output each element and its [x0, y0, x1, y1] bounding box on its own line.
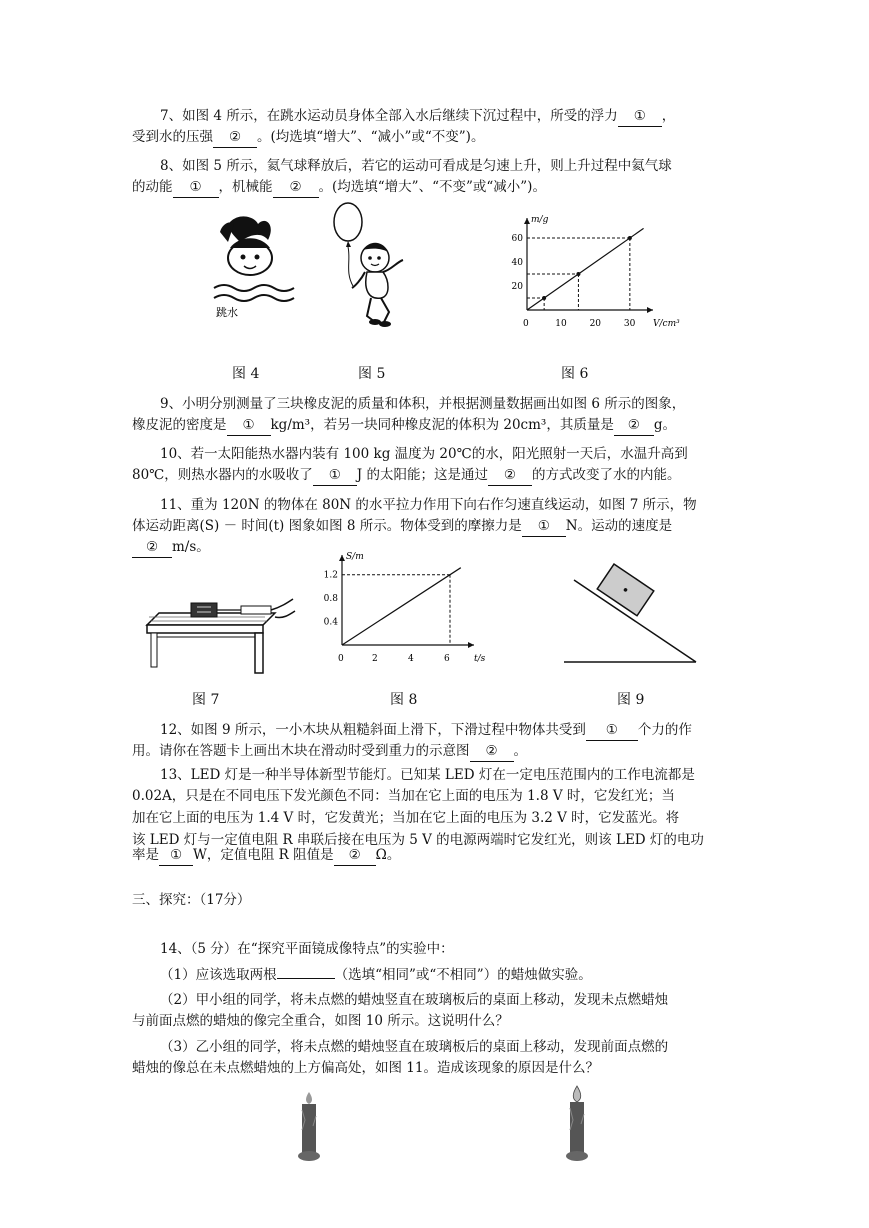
fig9-incline-image [560, 572, 702, 667]
candle-image-left [294, 1090, 324, 1166]
q8-text-c: 。(均选填“增大”、“不变”或“减小”)。 [318, 179, 546, 195]
x-axis-label: V/cm³ [653, 319, 680, 329]
data-point [576, 272, 580, 276]
q9-blank-2[interactable]: ② [614, 415, 654, 436]
q12-text-c: 用。请你在答题卡上画出木块在滑动时受到重力的示意图 [132, 743, 470, 759]
q13-text-b: W，定值电阻 R 阻值是 [193, 847, 334, 863]
section3-heading: 三、探究：（17分） [132, 892, 251, 908]
q11-line3 [132, 537, 210, 558]
q8-line2 [132, 177, 546, 198]
q14-part1 [160, 965, 592, 985]
x-tick-label: 20 [589, 319, 602, 329]
y-axis-label: m/g [531, 215, 549, 225]
q11-line1: 11、重为 120N 的物体在 80N 的水平拉力作用下向右作匀速直线运动，如图 7 所示，物 [160, 497, 697, 513]
q11-text-c: m/s。 [172, 539, 210, 555]
q9-line1: 9、小明分别测量了三块橡皮泥的质量和体积，并根据测量数据画出如图 6 所示的图象， [160, 396, 686, 412]
q12-text-d: 。 [513, 743, 527, 759]
q10-text-b: J 的太阳能；这是通过 [356, 467, 488, 483]
fig5-balloon-image [325, 200, 410, 330]
q14-text-b: （选填“相同”或“不相同”）的蜡烛做实验。 [334, 967, 592, 983]
q13-line5 [132, 845, 400, 866]
y-tick-label: 0.4 [323, 617, 338, 628]
y-tick-label: 20 [511, 282, 523, 292]
fig7-caption: 图 7 [192, 692, 220, 708]
q14-part3-line1: （3）乙小组的同学，将未点燃的蜡烛竖直在玻璃板后的桌面上移动，发现前面点燃的 [160, 1039, 669, 1055]
x-axis-label: t/s [474, 654, 486, 664]
q13-text-c: Ω。 [375, 847, 401, 863]
q10-blank-2[interactable]: ② [488, 465, 532, 486]
q7-text-b: ， [661, 108, 676, 124]
x-tick-label: 10 [555, 319, 567, 329]
fig6-mass-volume-chart [505, 210, 680, 335]
q12-line2 [132, 741, 527, 762]
q13-blank-2[interactable]: ② [334, 845, 376, 866]
q12-blank-1[interactable]: ① [586, 720, 638, 741]
fig8-caption: 图 8 [390, 692, 418, 708]
x-tick-label: 0 [523, 319, 529, 329]
data-line [342, 568, 461, 645]
fig6-caption: 图 6 [561, 366, 589, 382]
y-tick-label: 0.8 [323, 594, 338, 605]
q13-blank-1[interactable]: ① [159, 845, 193, 866]
q10-text-c: 的方式改变了水的内能。 [531, 467, 681, 483]
q11-line2 [132, 516, 672, 537]
q14-text-a: （1）应该选取两根 [160, 967, 277, 983]
q9-text-c: g。 [653, 417, 676, 433]
fig9-caption: 图 9 [617, 692, 645, 708]
candle-image-right [562, 1084, 592, 1166]
q14-part3-line2: 蜡烛的像总在未点燃蜡烛的上方偏高处，如图 11。造成该现象的原因是什么？ [132, 1060, 599, 1076]
x-tick-label: 2 [372, 654, 378, 664]
q9-text-b: kg/m³，若另一块同种橡皮泥的体积为 20cm³，其质量是 [270, 417, 614, 433]
x-tick-label: 0 [338, 654, 344, 664]
q14-blank-1[interactable] [277, 978, 335, 979]
q10-line1: 10、若一太阳能热水器内装有 100 kg 温度为 20℃的水，阳光照射一天后，水温升高到 [160, 446, 688, 462]
y-tick-label: 40 [511, 258, 523, 268]
q10-text-a: 80℃，则热水器内的水吸收了 [132, 467, 313, 483]
fig4-label: 跳水 [216, 306, 238, 319]
fig4-diver-image [210, 212, 300, 322]
y-tick-label: 60 [511, 234, 523, 244]
y-axis-label: S/m [346, 552, 364, 562]
q13-text-a: 率是 [132, 847, 159, 863]
q8-blank-2[interactable]: ② [273, 177, 319, 198]
q8-text-a: 的动能 [132, 179, 173, 195]
q13-line1: 13、LED 灯是一种半导体新型节能灯。已知某 LED 灯在一定电压范围内的工作电流都是 [160, 767, 695, 783]
x-tick-label: 6 [444, 654, 450, 664]
q9-text-a: 橡皮泥的密度是 [132, 417, 227, 433]
fig5-caption: 图 5 [358, 366, 386, 382]
q13-line2: 0.02A，只是在不同电压下发光颜色不同：当加在它上面的电压为 1.8 V 时，它发红光；当 [132, 788, 675, 804]
x-axis-arrow [468, 642, 474, 648]
q13-line3: 加在它上面的电压为 1.4 V 时，它发黄光；当加在它上面的电压为 3.2 V 时，它发蓝光。将 [132, 810, 680, 826]
q8-text-b: ，机械能 [218, 179, 273, 195]
y-axis-arrow [339, 555, 345, 561]
q12-blank-2[interactable]: ② [470, 741, 514, 762]
q9-line2 [132, 415, 676, 436]
q9-blank-1[interactable]: ① [227, 415, 271, 436]
q7-blank-1[interactable]: ① [618, 106, 662, 127]
q12-line1 [160, 720, 692, 741]
q14-intro: 14、（5 分）在“探究平面镜成像特点”的实验中： [160, 941, 454, 957]
q7-line2 [132, 127, 484, 148]
q14-part2-line2: 与前面点燃的蜡烛的像完全重合，如图 10 所示。这说明什么？ [132, 1013, 509, 1029]
y-axis-arrow [524, 218, 530, 224]
q12-text-b: 个力的作 [637, 722, 692, 738]
q7-text-a: 7、如图 4 所示，在跳水运动员身体全部入水后继续下沉过程中，所受的浮力 [160, 108, 618, 124]
x-tick-label: 4 [408, 654, 414, 664]
q10-line2 [132, 465, 680, 486]
fig8-distance-time-chart [320, 545, 486, 670]
y-tick-label: 1.2 [323, 570, 338, 581]
q8-blank-1[interactable]: ① [173, 177, 219, 198]
q11-text-a: 体运动距离(S) － 时间(t) 图象如图 8 所示。物体受到的摩擦力是 [132, 518, 522, 534]
q13-line4: 该 LED 灯与一定值电阻 R 串联后接在电压为 5 V 的电源两端时它发红光，则该 LED 灯的电功 [132, 832, 704, 848]
x-tick-label: 30 [623, 319, 636, 329]
q7-text-d: 。(均选填“增大”、“减小”或“不变”)。 [257, 129, 485, 145]
q11-blank-1[interactable]: ① [522, 516, 566, 537]
q7-text-c: 受到水的压强 [132, 129, 213, 145]
q7-line1 [160, 106, 675, 127]
q11-text-b: N。运动的速度是 [565, 518, 673, 534]
q7-blank-2[interactable]: ② [213, 127, 257, 148]
q8-line1: 8、如图 5 所示，氦气球释放后，若它的运动可看成是匀速上升，则上升过程中氦气球 [160, 158, 672, 174]
fig7-table-image [145, 585, 305, 675]
fig4-caption: 图 4 [232, 366, 260, 382]
data-point [628, 236, 632, 240]
q11-blank-2[interactable]: ② [132, 537, 172, 558]
data-point [542, 296, 546, 300]
q14-part2-line1: （2）甲小组的同学，将未点燃的蜡烛竖直在玻璃板后的桌面上移动，发现未点燃蜡烛 [160, 992, 669, 1008]
q12-text-a: 12、如图 9 所示，一小木块从粗糙斜面上滑下，下滑过程中物体共受到 [160, 722, 586, 738]
q10-blank-1[interactable]: ① [313, 465, 357, 486]
x-axis-arrow [647, 307, 653, 313]
